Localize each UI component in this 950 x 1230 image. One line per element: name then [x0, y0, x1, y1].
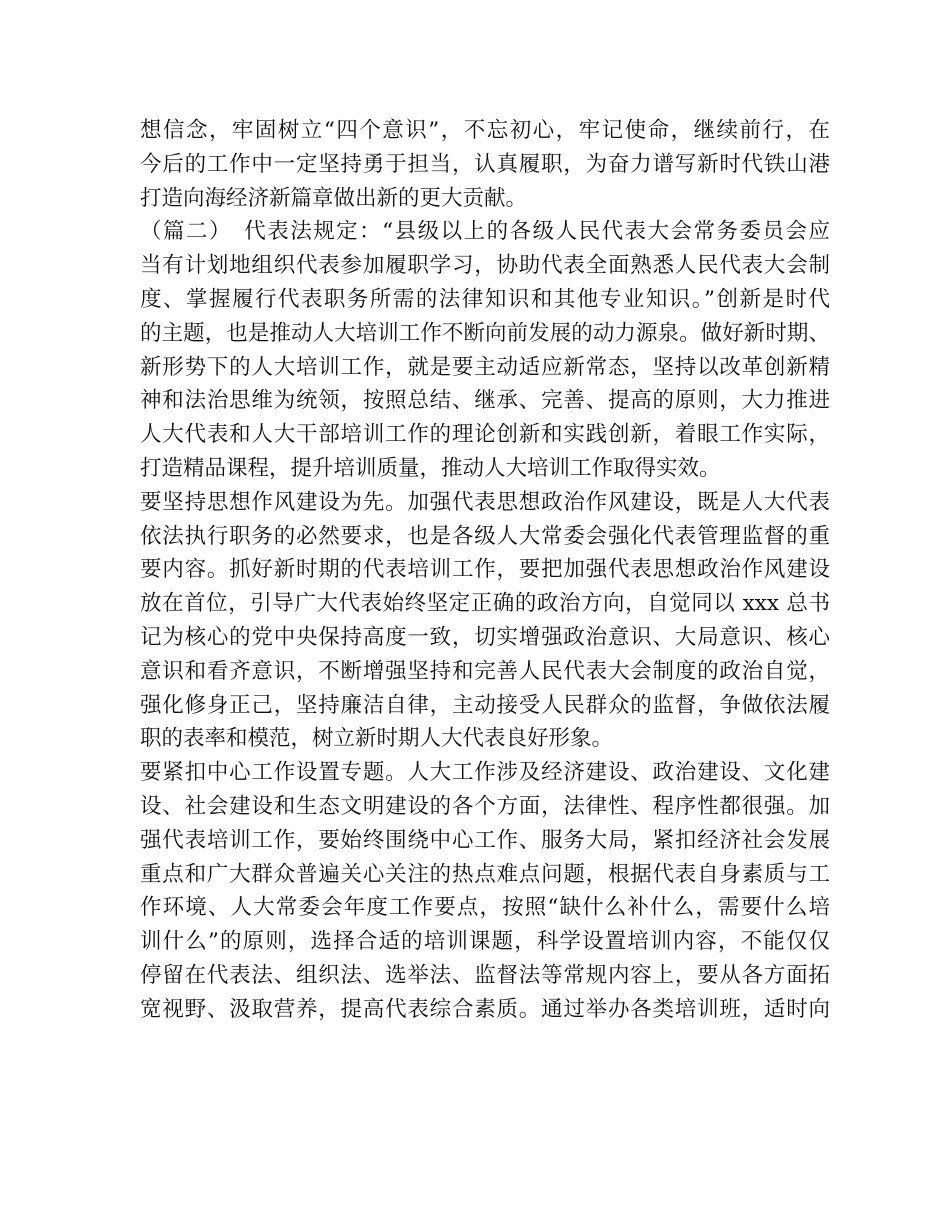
text-line: 设、社会建设和生态文明建设的各个方面，法律性、程序性都很强。加	[140, 793, 830, 819]
text-line: 记为核心的党中央保持高度一致，切实增强政治意识、大局意识、核心	[140, 624, 830, 650]
text-line: 度、掌握履行代表职务所需的法律知识和其他专业知识。”创新是时代	[140, 286, 830, 312]
text-line: 停留在代表法、组织法、选举法、监督法等常规内容上，要从各方面拓	[140, 962, 830, 988]
text-line: 要坚持思想作风建设为先。加强代表思想政治作风建设，既是人大代表	[140, 489, 830, 515]
text-line: 人大代表和人大干部培训工作的理论创新和实践创新，着眼工作实际，	[140, 422, 830, 448]
text-line: 的主题，也是推动人大培训工作不断向前发展的动力源泉。做好新时期、	[140, 320, 830, 346]
text-line: 今后的工作中一定坚持勇于担当，认真履职，为奋力谱写新时代铁山港	[140, 151, 830, 177]
text-line: （篇二） 代表法规定：“县级以上的各级人民代表大会常务委员会应	[140, 219, 830, 245]
text-line: 想信念，牢固树立“四个意识”，不忘初心，牢记使命，继续前行，在	[140, 118, 830, 143]
text-line: 宽视野、汲取营养，提高代表综合素质。通过举办各类培训班，适时向	[140, 996, 830, 1022]
text-line: 放在首位，引导广大代表始终坚定正确的政治方向，自觉同以 xxx 总书	[140, 591, 830, 617]
text-line: 重点和广大群众普遍关心关注的热点难点问题，根据代表自身素质与工	[140, 861, 830, 887]
text-line: 要内容。抓好新时期的代表培训工作，要把加强代表思想政治作风建设	[140, 557, 830, 583]
text-line: 新形势下的人大培训工作，就是要主动适应新常态，坚持以改革创新精	[140, 354, 830, 380]
text-line: 作环境、人大常委会年度工作要点，按照“缺什么补什么，需要什么培	[140, 895, 830, 921]
text-line: 意识和看齐意识，不断增强坚持和完善人民代表大会制度的政治自觉，	[140, 658, 830, 684]
text-line: 要紧扣中心工作设置专题。人大工作涉及经济建设、政治建设、文化建	[140, 760, 830, 786]
text-line: 当有计划地组织代表参加履职学习，协助代表全面熟悉人民代表大会制	[140, 253, 830, 279]
text-line: 打造向海经济新篇章做出新的更大贡献。	[140, 185, 528, 211]
document-body	[140, 114, 830, 1027]
text-line: 打造精品课程，提升培训质量，推动人大培训工作取得实效。	[140, 455, 721, 481]
text-line: 职的表率和模范，树立新时期人大代表良好形象。	[140, 726, 614, 752]
text-line: 强代表培训工作，要始终围绕中心工作、服务大局，紧扣经济社会发展	[140, 827, 830, 853]
text-line: 依法执行职务的必然要求，也是各级人大常委会强化代表管理监督的重	[140, 523, 830, 549]
text-line: 训什么”的原则，选择合适的培训课题，科学设置培训内容，不能仅仅	[140, 929, 830, 955]
text-line: 强化修身正己，坚持廉洁自律，主动接受人民群众的监督，争做依法履	[140, 692, 830, 718]
text-line: 神和法治思维为统领，按照总结、继承、完善、提高的原则，大力推进	[140, 388, 830, 414]
